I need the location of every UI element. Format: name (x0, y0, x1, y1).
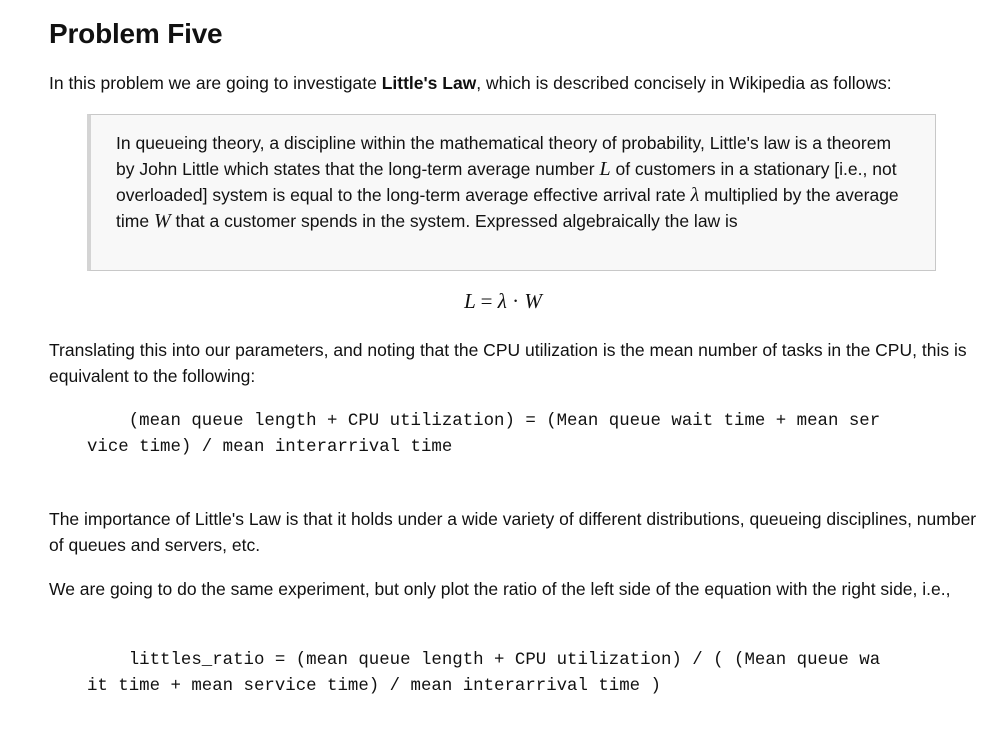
translation-paragraph: Translating this into our parameters, and noting that the CPU utilization is the mean number of tasks in the CPU, this is equivalent to the following: (49, 340, 967, 386)
intro-paragraph (49, 70, 979, 96)
variable-W: W (153, 210, 171, 232)
formula-equals: = (480, 289, 493, 313)
quote-text-4: that a customer spends in the system. Expressed algebraically the law is (170, 211, 738, 231)
intro-text-end: , which is described concisely in Wikipedia as follows: (476, 73, 892, 93)
variable-L: L (599, 158, 611, 180)
page-title: Problem Five (49, 18, 223, 49)
code-line: littles_ratio = (mean queue length + CPU utilization) / ( (Mean queue wa (87, 651, 881, 670)
intro-text-start: In this problem we are going to investigate (49, 73, 382, 93)
formula-rhs: W (524, 289, 542, 313)
code-line: vice time) / mean interarrival time (87, 438, 453, 457)
quote-text-2: of customers in a stationary [i.e., not overloaded] system is equal to the long-term average effective arrival rate (116, 159, 897, 205)
code-line: (mean queue length + CPU utilization) = (Mean queue wait time + mean ser (87, 412, 881, 431)
wikipedia-blockquote (87, 114, 936, 271)
ratio-code-block (87, 648, 947, 700)
experiment-paragraph: We are going to do the same experiment, but only plot the ratio of the left side of the equation with the right side, i.e., (49, 579, 951, 599)
quote-text-1: In queueing theory, a discipline within the mathematical theory of probability, Little's law is a theorem by John Little which states that the long-term average number (116, 133, 892, 179)
code-line: it time + mean service time) / mean interarrival time ) (87, 677, 661, 696)
equation-code-block (87, 409, 947, 461)
littles-law-formula (0, 289, 1006, 314)
formula-lhs: L (464, 289, 476, 313)
formula-lambda: λ (497, 289, 507, 313)
quote-text-3: multiplied by the average time (116, 185, 899, 231)
variable-lambda: λ (690, 184, 700, 206)
importance-paragraph: The importance of Little's Law is that it holds under a wide variety of different distributions, queueing disciplines, number of queues and servers, etc. (49, 509, 977, 555)
littles-law-term: Little's Law (381, 73, 477, 93)
formula-dot: · (512, 289, 520, 313)
